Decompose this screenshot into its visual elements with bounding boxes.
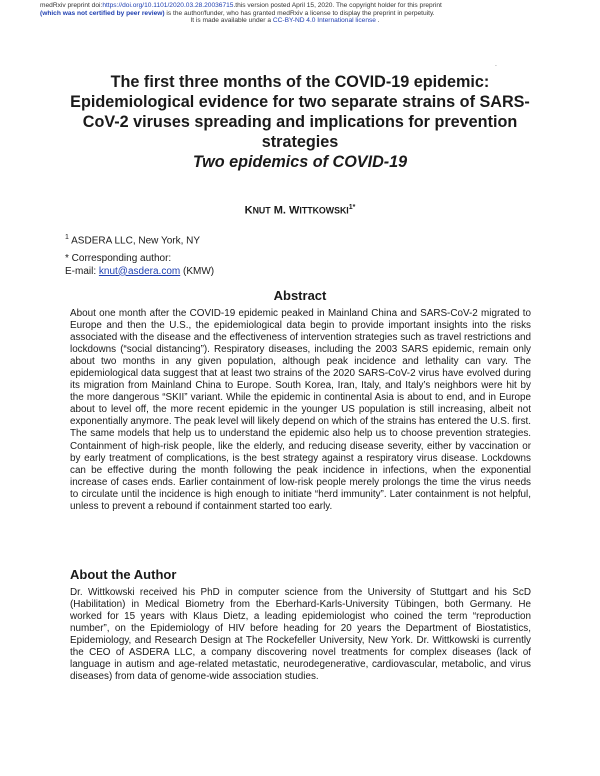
author-first-rest: NUT bbox=[252, 205, 271, 216]
author-name bbox=[60, 204, 540, 217]
affiliation bbox=[65, 232, 200, 248]
license-link[interactable]: CC-BY-ND 4.0 International license bbox=[272, 17, 376, 25]
preprint-header-line-2 bbox=[40, 10, 600, 18]
license-grant-notice: is the author/funder, who has granted medRxiv a license to display the preprint in perpetuity. bbox=[164, 9, 435, 17]
email-suffix: (KMW) bbox=[180, 265, 215, 277]
email-link[interactable]: knut@asdera.com bbox=[98, 265, 181, 277]
email-label: E-mail: bbox=[65, 265, 99, 277]
abstract-text: About one month after the COVID-19 epidemic peaked in Mainland China and SARS-CoV-2 migrated to Europe and then the U.S., the epidemiological data begin to provide important insights into the risks associated with the disease and the effectiveness of intervention strategies such as travel restrictions and lockdowns (“social distancing”). Respiratory diseases, including the 2003 SARS epidemic, remain only about two months in any given population, although peak incidence and lethality can vary. The epidemiological data suggest that at least two strains of the 2020 SARS-CoV-2 virus have evolved during its migration from Mainland China to Europe. South Korea, Iran, Italy, and Italy’s neighbors were hit by the more dangerous “SKII” variant. While the epidemic in continental Asia is about to end, and in Europe about to level off, the more recent epidemic in the younger US population is still increasing, albeit not exponentially anymore. The peak level will likely depend on which of the strains has entered the U.S. first. The same models that help us to understand the epidemic also help us to choose prevention strategies. Containment of high-risk people, like the elderly, and reducing disease severity, either by vaccination or by early treatment of complications, is the best strategy against a respiratory virus disease. Lockdowns can be effective during the month following the peak incidence in infections, when the exponential increase of cases ends. Earlier containment of low-risk people merely prolongs the time the virus needs to circulate until the incidence is high enough to initiate “herd immunity”. Later containment is not helpful, unless to prevent a rebound if containment started too early. bbox=[70, 308, 531, 512]
preprint-header bbox=[40, 2, 600, 25]
about-author-text: Dr. Wittkowski received his PhD in computer science from the University of Stuttgart and his ScD (Habilitation) in Medical Biometry from the Eberhard-Karls-University Tübingen, both Germany. He worked for 15 years with Klaus Dietz, a leading epidemiologist who coined the term “reproduction number”, on the Epidemiology of HIV before heading for 20 years the Department of Biostatistics, Epidemiology, and Research Design at The Rockefeller University, New York. Dr. Wittkowski is currently the CEO of ASDERA LLC, a company discovering novel treatments for complex diseases (lack of language in autism and age-related metastatic, neurodegenerative, cardiovascular, metabolic, and virus diseases) from data of genome-wide association studies. bbox=[70, 587, 531, 683]
paper-title: The first three months of the COVID-19 epidemic: Epidemiological evidence for two separate strains of SARS-CoV-2 viruses spreading and implications for prevention strategies bbox=[70, 73, 530, 151]
author-superscript: 1* bbox=[348, 204, 356, 211]
peer-review-notice: (which was not certified by peer review) bbox=[40, 9, 165, 17]
author-first-initial: K bbox=[244, 204, 253, 217]
about-author-heading: About the Author bbox=[70, 567, 177, 582]
abstract-heading: Abstract bbox=[273, 288, 327, 303]
stray-mark: ` bbox=[495, 66, 497, 72]
affiliation-text: ASDERA LLC, New York, NY bbox=[68, 235, 201, 247]
license-suffix: . bbox=[375, 17, 380, 25]
version-notice: .this version posted April 15, 2020. The copyright holder for this preprint bbox=[233, 2, 442, 9]
correspondence bbox=[65, 253, 214, 278]
corresponding-author-label: * Corresponding author: bbox=[65, 253, 172, 264]
preprint-doi-label: medRxiv preprint doi: bbox=[40, 2, 103, 9]
license-prefix: It is made available under a bbox=[190, 17, 273, 25]
doi-link[interactable]: https://doi.org/10.1101/2020.03.28.20036715 bbox=[102, 2, 234, 9]
affiliation-marker: 1 bbox=[65, 234, 69, 241]
author-last-initial: W bbox=[289, 204, 300, 217]
author-last-rest: ITTKOWSKI bbox=[299, 205, 349, 216]
preprint-header-line-3 bbox=[40, 17, 600, 25]
paper-subtitle: Two epidemics of COVID-19 bbox=[192, 153, 408, 171]
author-middle: M. bbox=[270, 204, 289, 217]
preprint-header-line-1 bbox=[40, 2, 600, 10]
email-line bbox=[65, 266, 214, 279]
